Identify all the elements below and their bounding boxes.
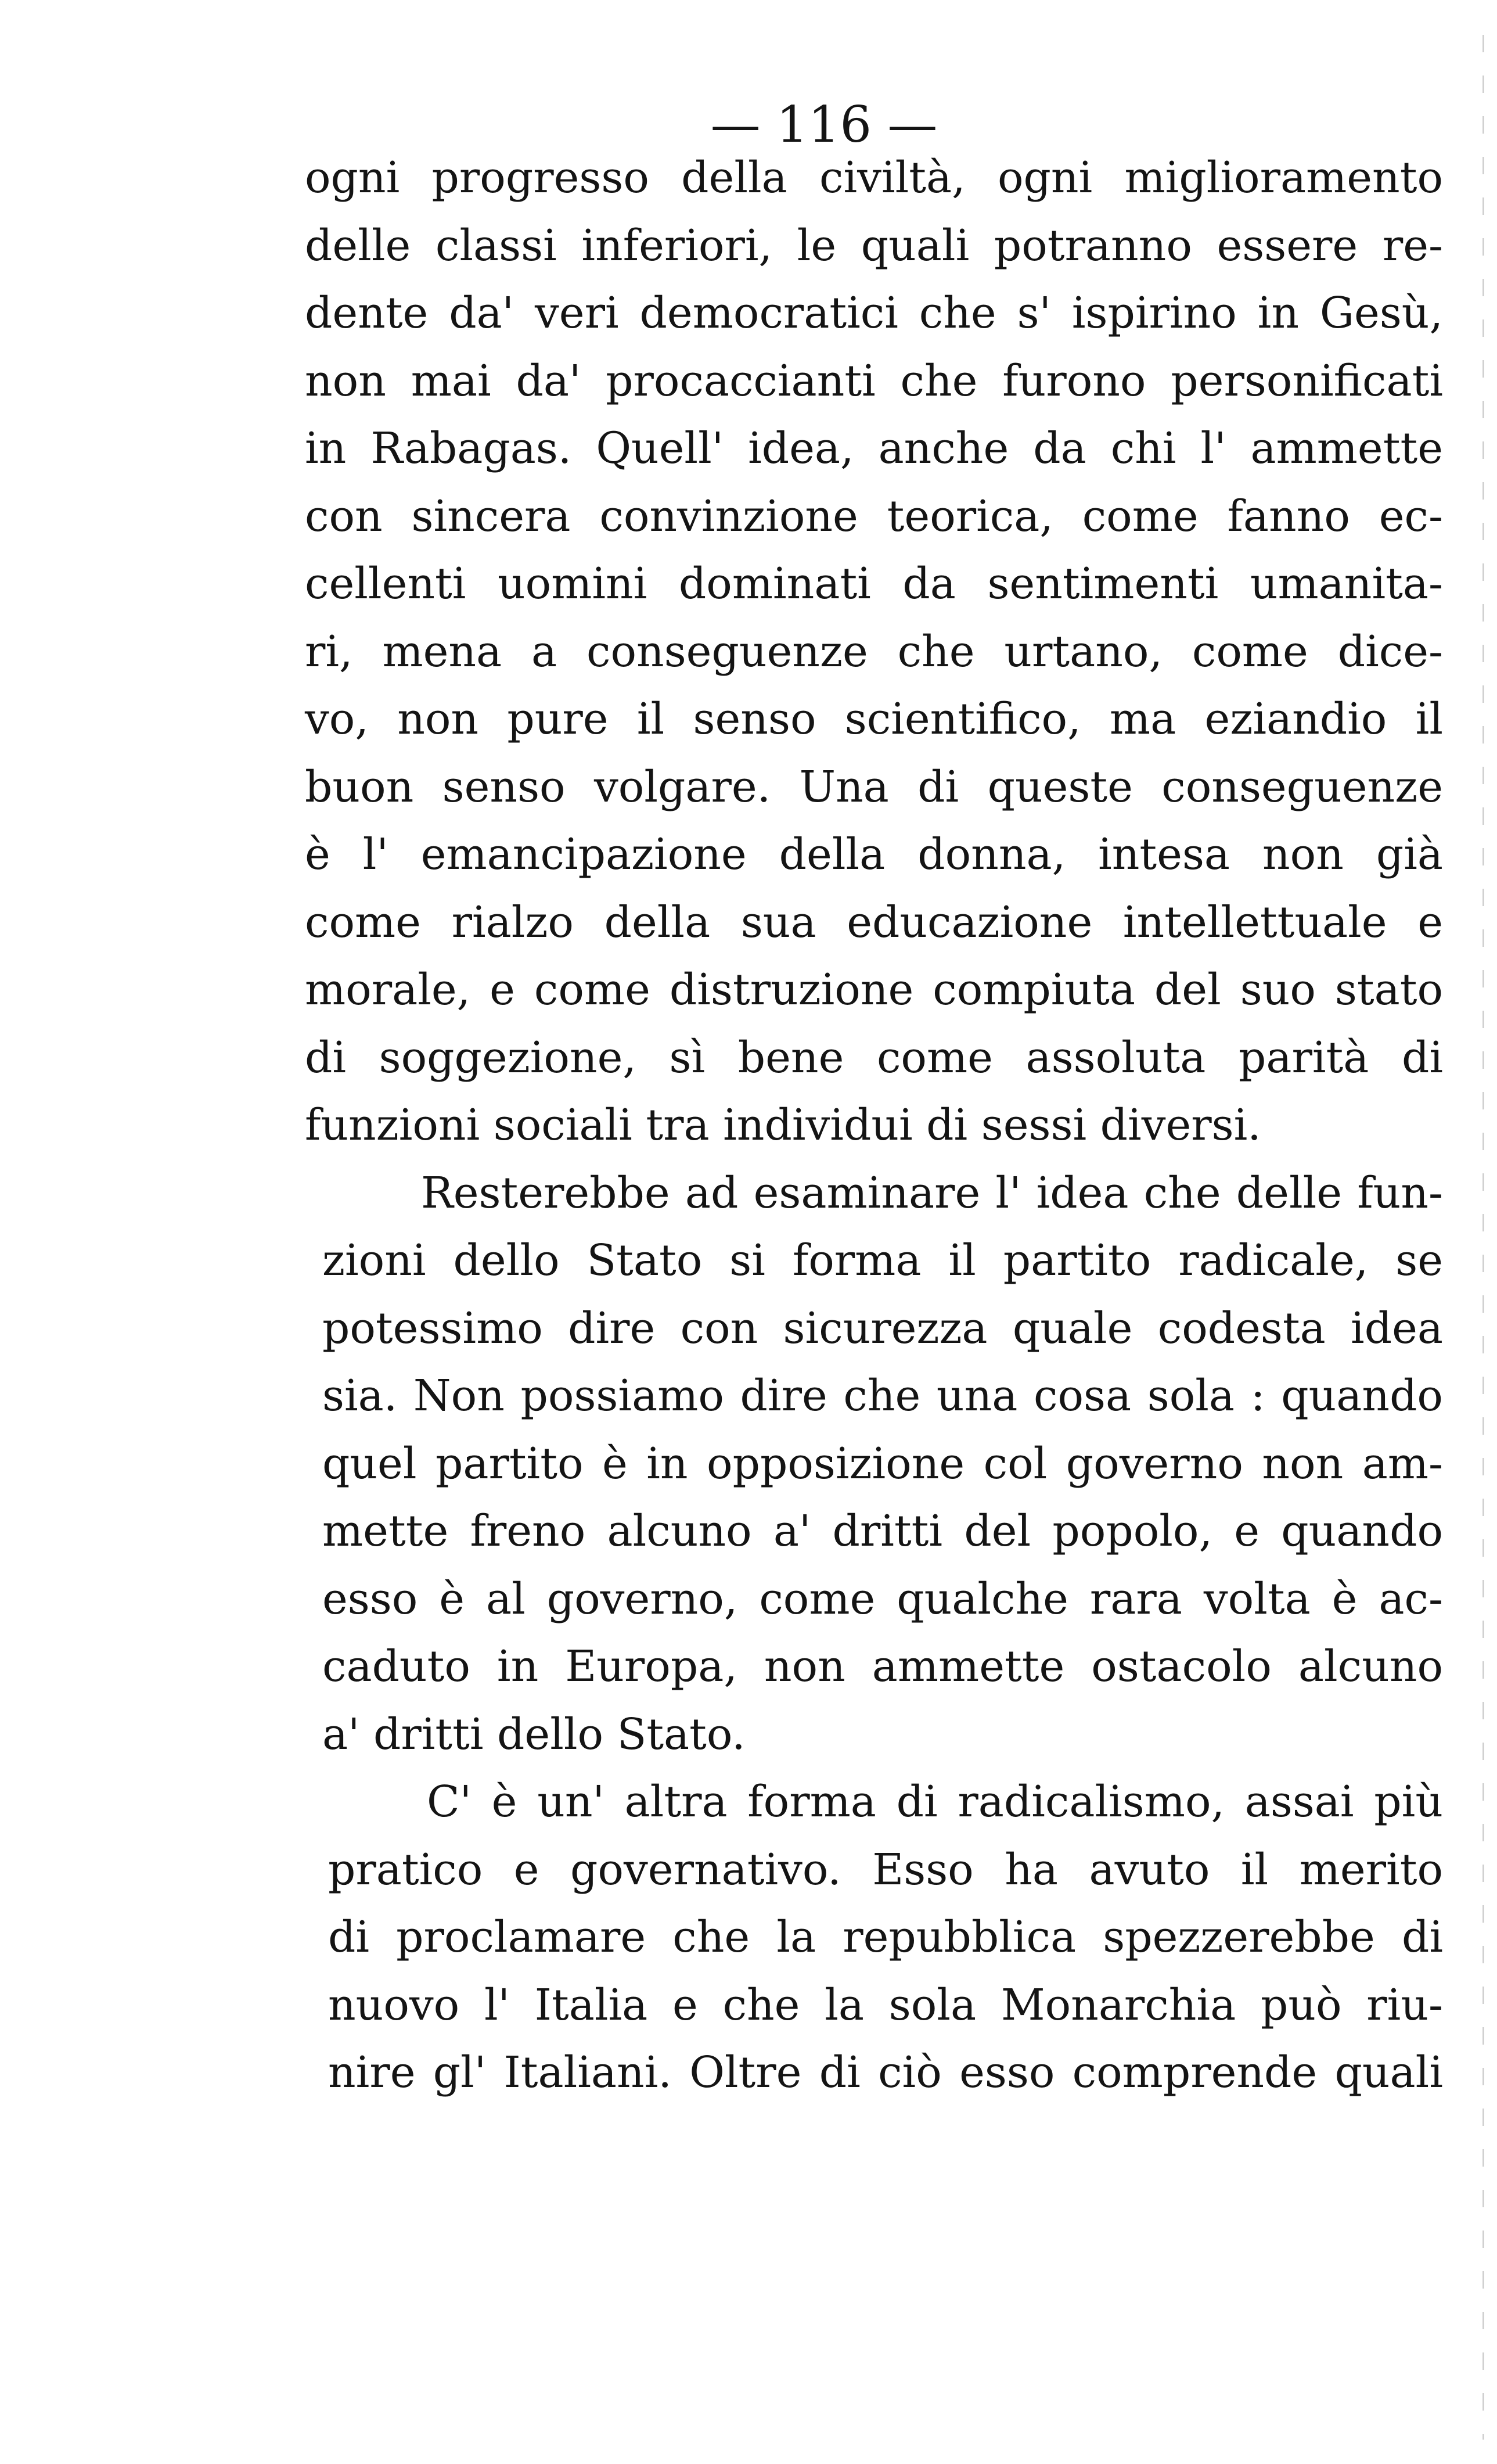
text-line: ri, mena a conseguenze che urtano, come dice- [305,626,1443,677]
page-number: — 116 — [710,96,938,154]
text-line: cellenti uomini dominati da sentimenti umanita- [305,559,1443,609]
text-line: morale, e come distruzione compiuta del suo stato [305,965,1443,1015]
text-line: delle classi inferiori, le quali potranno essere re- [305,220,1443,271]
text-line: quel partito è in opposizione col governo non am- [322,1438,1443,1489]
page-edge-shadow [1482,35,1484,2440]
text-line: pratico e governativo. Esso ha avuto il merito [328,1844,1443,1895]
text-line: mette freno alcuno a' dritti del popolo, e quando [322,1506,1443,1556]
text-line: dente da' veri democratici che s' ispirino in Gesù, [305,288,1443,338]
text-line: non mai da' procaccianti che furono personificati [305,355,1443,406]
text-line: sia. Non possiamo dire che una cosa sola : quando [322,1371,1443,1421]
text-line: zioni dello Stato si forma il partito radicale, se [322,1235,1443,1285]
body-text [305,144,1443,2107]
text-line: potessimo dire con sicurezza quale codesta idea [322,1303,1443,1353]
text-line: buon senso volgare. Una di queste conseguenze [305,762,1443,812]
text-line: di proclamare che la repubblica spezzerebbe di [328,1912,1443,1962]
text-line: caduto in Europa, non ammette ostacolo alcuno [322,1642,1443,1691]
text-line: funzioni sociali tra individui di sessi diversi. [305,1100,1261,1150]
text-line: C' è un' altra forma di radicalismo, assai più [427,1777,1443,1827]
text-line: esso è al governo, come qualche rara volta è ac- [322,1574,1443,1624]
text-line: è l' emancipazione della donna, intesa non già [305,829,1443,879]
text-line: in Rabagas. Quell' idea, anche da chi l' ammette [305,423,1443,473]
text-line: Resterebbe ad esaminare l' idea che delle fun- [421,1168,1443,1218]
text-line: nire gl' Italiani. Oltre di ciò esso comprende quali [328,2048,1443,2097]
paragraph-2 [305,1159,1443,1769]
paragraph-3 [305,1768,1443,2107]
text-line: ogni progresso della civiltà, ogni miglioramento [305,153,1443,203]
text-line: a' dritti dello Stato. [322,1709,746,1759]
paragraph-1 [305,144,1443,1159]
text-line: come rialzo della sua educazione intellettuale e [305,897,1443,947]
text-line: nuovo l' Italia e che la sola Monarchia può riu- [328,1980,1443,2030]
text-line: di soggezione, sì bene come assoluta parità di [305,1032,1443,1083]
text-line: con sincera convinzione teorica, come fanno ec- [305,491,1443,541]
text-line: vo, non pure il senso scientifico, ma eziandio il [305,694,1443,744]
